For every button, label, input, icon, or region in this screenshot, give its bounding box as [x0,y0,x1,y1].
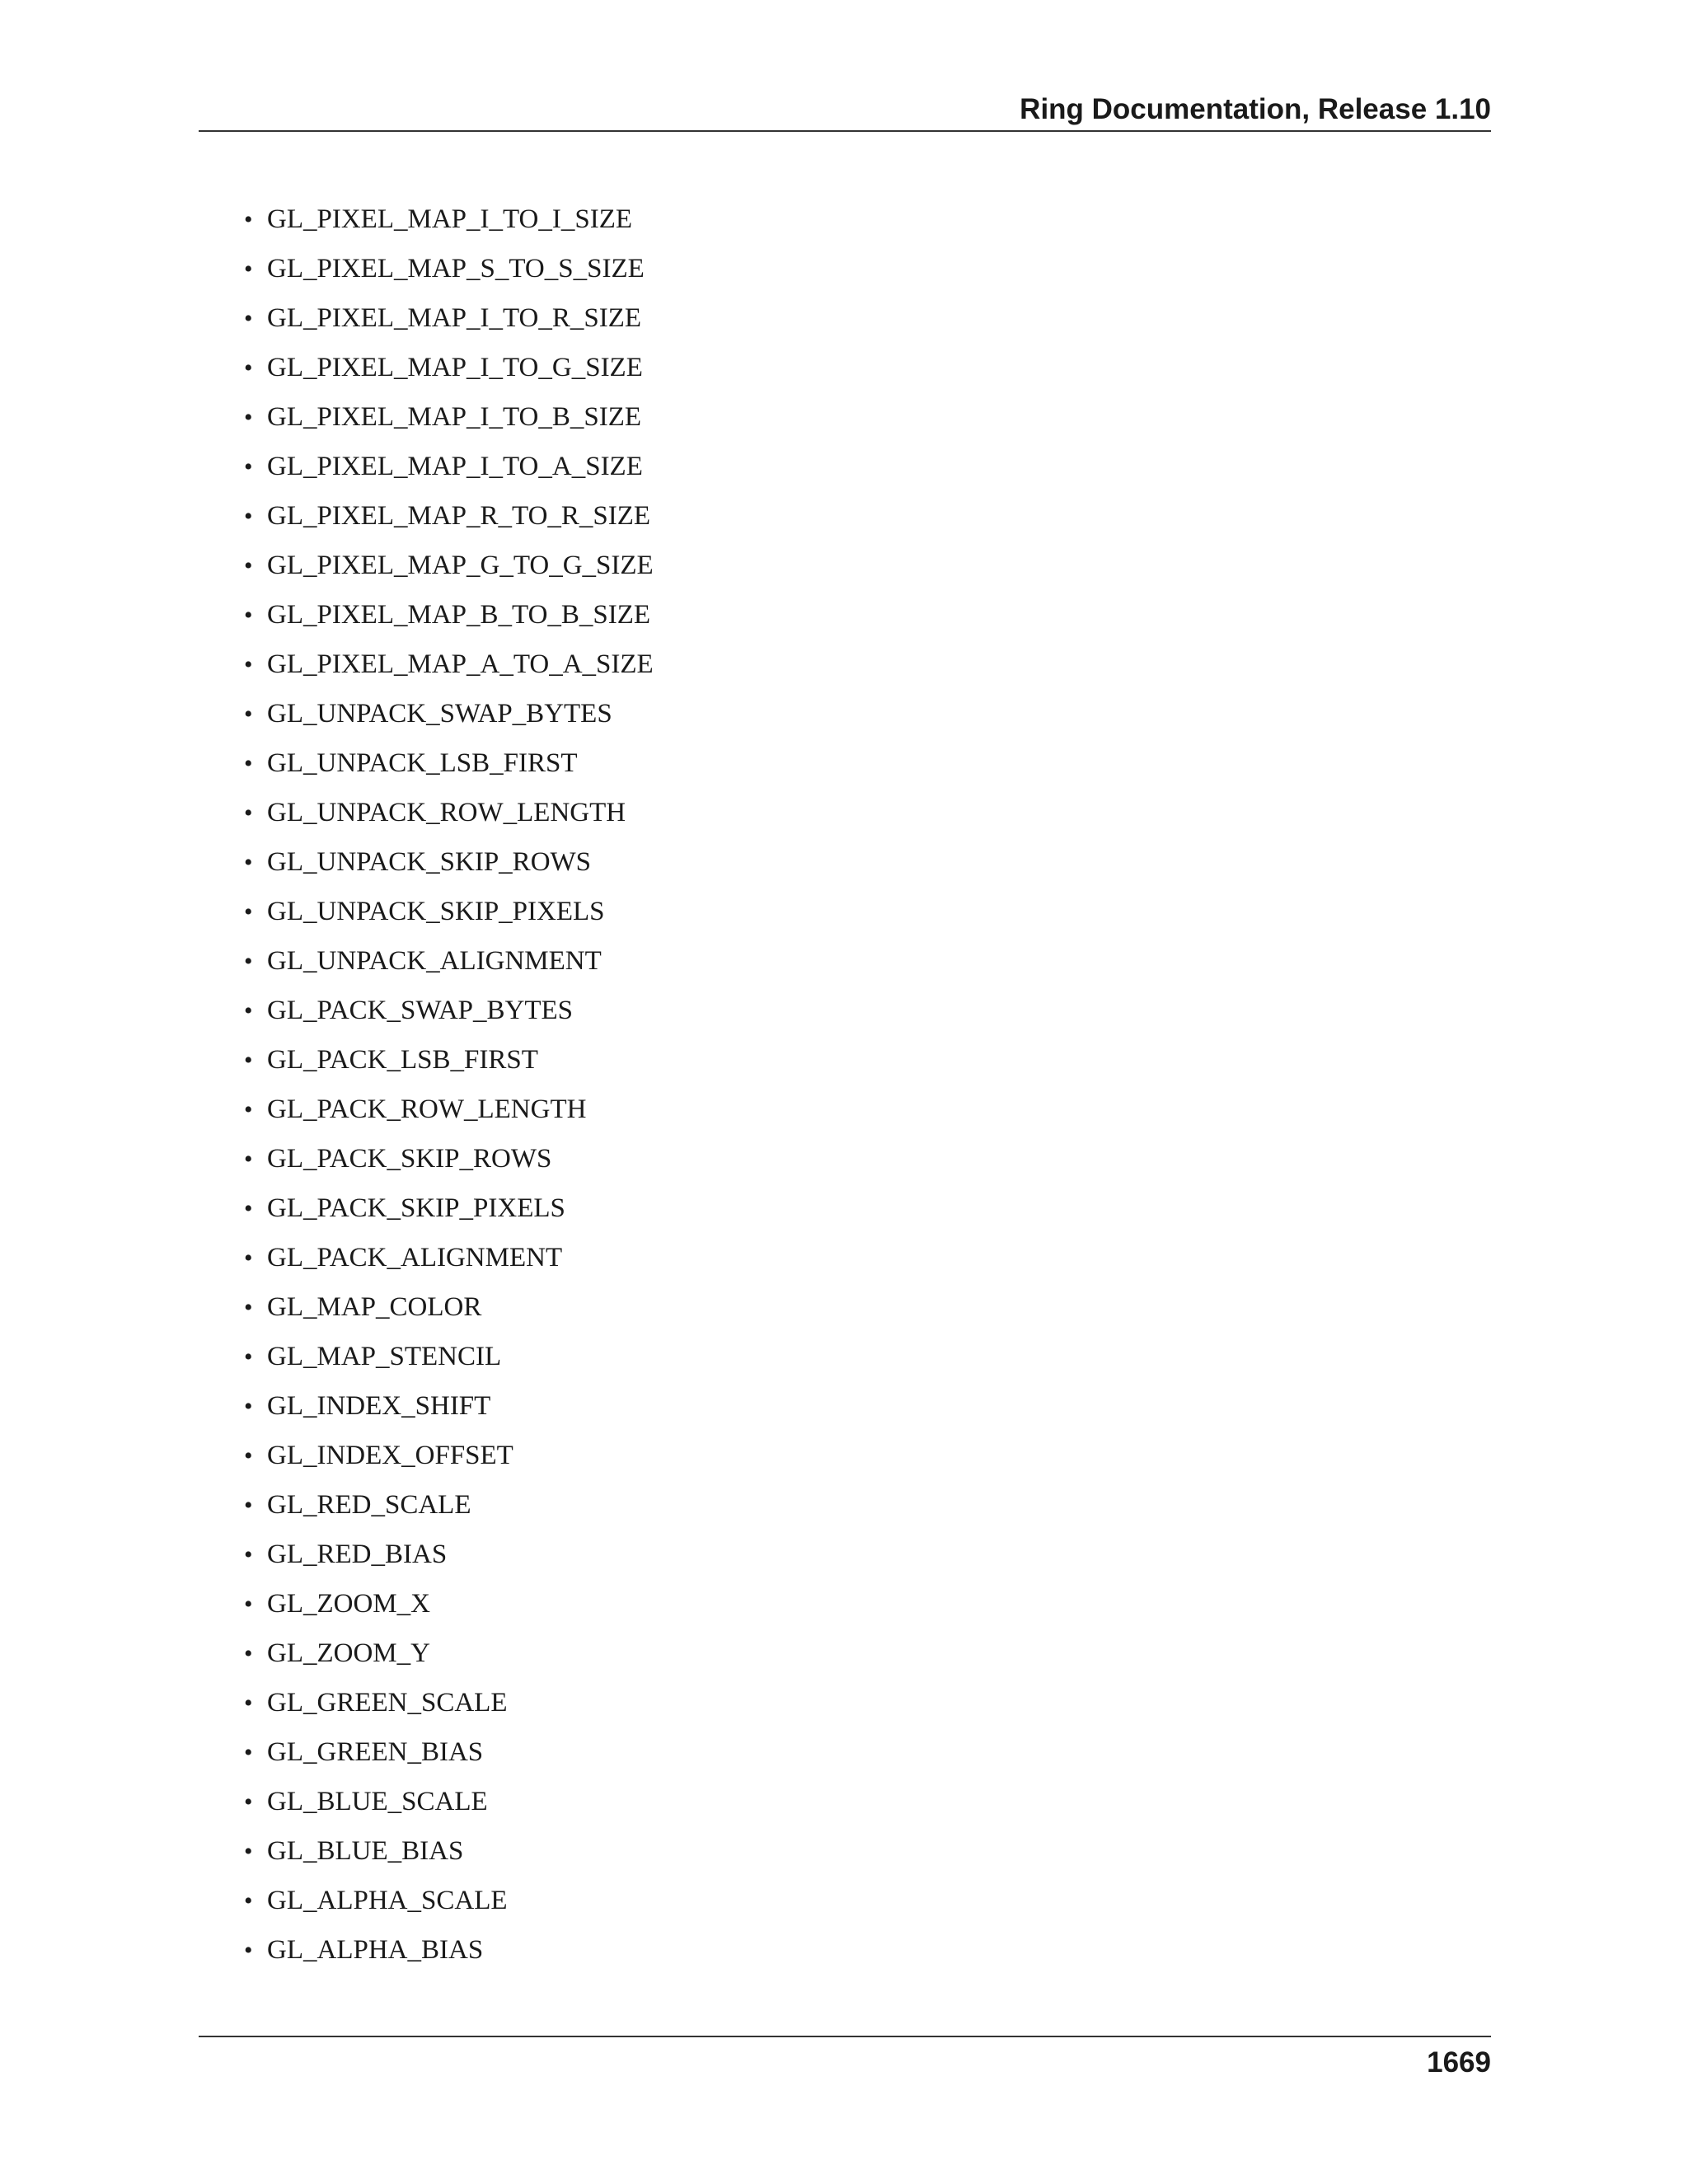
list-item [244,1085,654,1134]
list-item [244,442,654,491]
constant-name: GL_PIXEL_MAP_B_TO_B_SIZE [267,600,651,630]
constant-name: GL_ZOOM_X [267,1589,430,1619]
constant-name: GL_GREEN_SCALE [267,1688,508,1718]
constant-name: GL_MAP_STENCIL [267,1342,502,1371]
list-item [244,1381,654,1431]
list-item [244,1579,654,1629]
list-item [244,1530,654,1579]
bullet-icon: • [244,453,253,480]
bullet-icon: • [244,1195,253,1222]
list-item [244,1233,654,1282]
constant-name: GL_BLUE_BIAS [267,1836,464,1866]
constant-name: GL_PIXEL_MAP_I_TO_I_SIZE [267,204,633,234]
bullet-icon: • [244,997,253,1024]
bullet-icon: • [244,1937,253,1964]
list-item [244,491,654,541]
list-item [244,1925,654,1975]
list-item [244,1183,654,1233]
bullet-icon: • [244,354,253,382]
list-item [244,640,654,689]
bullet-icon: • [244,1887,253,1915]
list-item [244,1431,654,1480]
list-item [244,1876,654,1925]
bullet-icon: • [244,552,253,579]
constant-name: GL_INDEX_OFFSET [267,1441,513,1470]
constant-name: GL_PACK_SWAP_BYTES [267,996,574,1025]
bullet-icon: • [244,1788,253,1816]
constant-name: GL_PIXEL_MAP_S_TO_S_SIZE [267,254,645,284]
bullet-icon: • [244,503,253,530]
constant-name: GL_PIXEL_MAP_I_TO_B_SIZE [267,402,642,432]
list-item [244,590,654,640]
constant-name: GL_ZOOM_Y [267,1638,430,1668]
list-item [244,1134,654,1183]
footer-rule [199,2036,1491,2037]
list-item [244,936,654,986]
bullet-icon: • [244,404,253,431]
list-item [244,1777,654,1826]
constant-name: GL_ALPHA_BIAS [267,1935,484,1965]
list-item [244,1282,654,1332]
constant-name: GL_UNPACK_ROW_LENGTH [267,798,626,827]
list-item [244,986,654,1035]
page-number: 1669 [1427,2046,1491,2079]
header-rule [199,130,1491,132]
bullet-icon: • [244,1541,253,1568]
bullet-icon: • [244,1640,253,1667]
bullet-icon: • [244,1244,253,1272]
bullet-icon: • [244,1739,253,1766]
bullet-icon: • [244,701,253,728]
constant-name: GL_INDEX_SHIFT [267,1391,491,1421]
constants-list [244,194,654,1975]
bullet-icon: • [244,255,253,283]
constant-name: GL_PIXEL_MAP_G_TO_G_SIZE [267,551,654,580]
list-item [244,194,654,244]
constant-name: GL_PIXEL_MAP_I_TO_R_SIZE [267,303,642,333]
bullet-icon: • [244,1096,253,1123]
bullet-icon: • [244,849,253,876]
list-item [244,1678,654,1727]
list-item [244,244,654,293]
list-item [244,738,654,788]
bullet-icon: • [244,1343,253,1371]
constant-name: GL_UNPACK_SWAP_BYTES [267,699,612,729]
bullet-icon: • [244,1393,253,1420]
bullet-icon: • [244,305,253,332]
bullet-icon: • [244,1294,253,1321]
list-item [244,689,654,738]
bullet-icon: • [244,750,253,777]
bullet-icon: • [244,799,253,827]
constant-name: GL_UNPACK_SKIP_ROWS [267,847,592,877]
constant-name: GL_RED_SCALE [267,1490,471,1520]
list-item [244,293,654,343]
list-item [244,1035,654,1085]
list-item [244,1629,654,1678]
constant-name: GL_MAP_COLOR [267,1292,482,1322]
list-item [244,1480,654,1530]
bullet-icon: • [244,898,253,926]
constant-name: GL_PACK_ROW_LENGTH [267,1094,587,1124]
bullet-icon: • [244,1492,253,1519]
list-item [244,837,654,887]
constant-name: GL_UNPACK_ALIGNMENT [267,946,602,976]
list-item [244,1332,654,1381]
constant-name: GL_PIXEL_MAP_A_TO_A_SIZE [267,649,654,679]
list-item [244,392,654,442]
list-item [244,788,654,837]
list-item [244,887,654,936]
constant-name: GL_PACK_SKIP_PIXELS [267,1193,565,1223]
constant-name: GL_BLUE_SCALE [267,1787,488,1816]
list-item [244,1727,654,1777]
list-item [244,343,654,392]
constant-name: GL_PIXEL_MAP_R_TO_R_SIZE [267,501,651,531]
bullet-icon: • [244,602,253,629]
constant-name: GL_ALPHA_SCALE [267,1886,508,1915]
constant-name: GL_UNPACK_SKIP_PIXELS [267,897,605,926]
constant-name: GL_UNPACK_LSB_FIRST [267,748,578,778]
constant-name: GL_PACK_ALIGNMENT [267,1243,563,1272]
bullet-icon: • [244,1442,253,1469]
constant-name: GL_GREEN_BIAS [267,1737,484,1767]
list-item [244,1826,654,1876]
bullet-icon: • [244,1838,253,1865]
constant-name: GL_PACK_LSB_FIRST [267,1045,538,1075]
bullet-icon: • [244,1690,253,1717]
bullet-icon: • [244,948,253,975]
bullet-icon: • [244,206,253,233]
constant-name: GL_PIXEL_MAP_I_TO_G_SIZE [267,353,643,382]
running-header: Ring Documentation, Release 1.10 [1020,93,1491,125]
constant-name: GL_RED_BIAS [267,1540,448,1569]
list-item [244,541,654,590]
bullet-icon: • [244,651,253,678]
constant-name: GL_PACK_SKIP_ROWS [267,1144,552,1174]
constant-name: GL_PIXEL_MAP_I_TO_A_SIZE [267,452,643,481]
bullet-icon: • [244,1047,253,1074]
bullet-icon: • [244,1146,253,1173]
bullet-icon: • [244,1591,253,1618]
